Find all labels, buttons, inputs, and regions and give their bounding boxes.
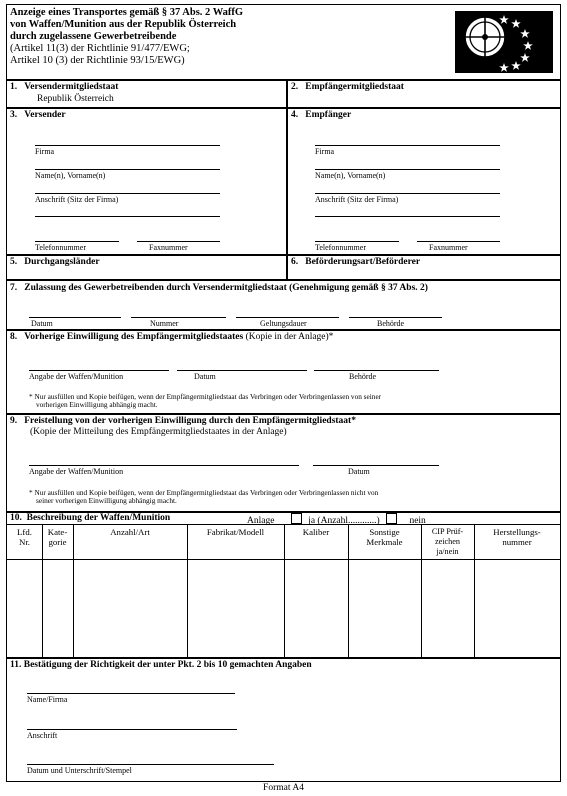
header-line: Herstellungs- (493, 527, 541, 537)
sender-address-line[interactable] (35, 193, 220, 194)
approval-validity-line[interactable] (236, 317, 339, 318)
section-4-heading (291, 110, 351, 121)
table-header-cell (7, 527, 42, 547)
section-number: 7. (10, 283, 18, 293)
approval-number-label: Nummer (150, 319, 179, 328)
consent-weapons-label: Angabe der Waffen/Munition (29, 372, 124, 381)
consent-authority-label: Behörde (349, 372, 377, 381)
sender-firma-line[interactable] (35, 145, 220, 146)
sender-phone-label: Telefonnummer (35, 243, 86, 252)
confirm-name-label: Name/Firma (27, 695, 68, 704)
section-subtitle: (Kopie der Mitteilung des Empfängermitgliedstaates in der Anlage) (30, 427, 287, 437)
section-8-heading (10, 332, 333, 343)
attachment-yes-checkbox[interactable] (291, 513, 302, 524)
sender-firma-label: Firma (35, 147, 55, 156)
recipient-phone-line[interactable] (315, 241, 399, 242)
footnote-line: * Nur ausfüllen und Kopie beifügen, wenn der Empfängermitgliedstaat das Verbringen oder Verbringenlassen nicht von (29, 488, 379, 497)
section-11-heading (10, 660, 312, 671)
approval-date-line[interactable] (29, 317, 121, 318)
header-line: Sonstige (369, 527, 400, 537)
section-divider (7, 79, 560, 81)
exemption-date-line[interactable] (313, 465, 439, 466)
consent-footnote (29, 393, 381, 410)
section-number: 9. (10, 416, 18, 426)
sender-name-line[interactable] (35, 169, 220, 170)
exemption-weapons-line[interactable] (29, 465, 299, 466)
confirm-signature-label: Datum und Unterschrift/Stempel (27, 766, 132, 775)
recipient-fax-line[interactable] (417, 241, 500, 242)
section-title: Freistellung von der vorherigen Einwilligung durch den Empfängermitgliedstaat* (24, 416, 356, 426)
section-title-suffix: (Kopie in der Anlage)* (243, 332, 334, 342)
attachment-label: Anlage (247, 516, 275, 526)
table-header-cell (421, 527, 474, 557)
section-divider (7, 254, 560, 256)
section-title: Bestätigung der Richtigkeit der unter Pkt. 2 bis 10 gemachten Angaben (23, 660, 312, 670)
sender-fax-label: Faxnummer (149, 243, 188, 252)
sender-address-line-2[interactable] (35, 216, 220, 217)
sender-fax-line[interactable] (137, 241, 220, 242)
section-number: 1. (10, 82, 18, 92)
section-title: Versender (24, 110, 66, 120)
section-3-heading (10, 110, 66, 121)
table-header-cell (42, 527, 73, 547)
section-number: 10. (10, 513, 22, 523)
header-line: gorie (48, 537, 67, 547)
subtitle-line: Artikel 10 (3) der Richtlinie 93/15/EWG) (10, 55, 185, 66)
recipient-firma-label: Firma (315, 147, 335, 156)
exemption-date-label: Datum (348, 467, 370, 476)
table-header-cell (73, 527, 187, 537)
section-6-heading (291, 257, 420, 268)
section-divider (7, 657, 560, 659)
recipient-firma-line[interactable] (315, 145, 500, 146)
section-title: Versendermitgliedstaat (24, 82, 119, 92)
section-divider (7, 107, 560, 109)
title-line: durch zugelassene Gewerbetreibende (10, 31, 177, 42)
header-line: nummer (502, 537, 532, 547)
footnote-line: seiner vorherigen Einwilligung abhängig macht. (36, 496, 177, 506)
section-5-heading (10, 257, 100, 268)
sender-phone-line[interactable] (35, 241, 119, 242)
consent-authority-line[interactable] (314, 370, 439, 371)
recipient-address-label: Anschrift (Sitz der Firma) (315, 195, 399, 204)
eu-flag-icon (455, 11, 553, 73)
header-line: Anzahl/Art (110, 527, 150, 537)
confirm-address-line[interactable] (27, 729, 237, 730)
section-title: Vorherige Einwilligung des Empfängermitgliedstaates (24, 332, 244, 342)
attachment-no-label: nein (409, 516, 426, 526)
section-10-heading (10, 513, 170, 524)
table-header-cell (187, 527, 284, 537)
header-line: Lfd. (17, 527, 32, 537)
recipient-name-label: Name(n), Vorname(n) (315, 171, 386, 180)
consent-date-label: Datum (194, 372, 216, 381)
approval-validity-label: Geltungsdauer (260, 319, 307, 328)
footnote-line: * Nur ausfüllen und Kopie beifügen, wenn der Empfängermitgliedstaat das Verbringen oder Verbringenlassen von seiner (29, 392, 382, 401)
section-title: Durchgangsländer (24, 257, 100, 267)
section-number: 3. (10, 110, 18, 120)
approval-number-line[interactable] (131, 317, 226, 318)
header-line: CIP Prüf- (431, 527, 464, 536)
form-title (10, 7, 243, 43)
sender-state-value: Republik Österreich (37, 94, 114, 104)
approval-authority-label: Behörde (377, 319, 405, 328)
section-title: Zulassung des Gewerbetreibenden durch Versendermitgliedstaat (Genehmigung gemäß § 37 Abs. 2) (24, 283, 428, 293)
section-title: Empfängermitgliedstaat (305, 82, 404, 92)
section-2-heading (291, 82, 404, 93)
section-7-heading (10, 283, 428, 294)
table-header-cell (348, 527, 421, 547)
sender-name-label: Name(n), Vorname(n) (35, 171, 106, 180)
section-number: 5. (10, 257, 18, 267)
table-body[interactable] (7, 560, 560, 657)
approval-authority-line[interactable] (349, 317, 442, 318)
section-number: 6. (291, 257, 299, 267)
section-number: 2. (291, 82, 299, 92)
section-number: 11. (10, 660, 22, 670)
approval-date-label: Datum (31, 319, 53, 328)
column-divider (286, 255, 288, 279)
footnote-line: vorherigen Einwilligung abhängig macht. (36, 400, 158, 410)
header-line: Merkmale (366, 537, 403, 547)
section-1-heading (10, 82, 118, 93)
page-format-footer: Format A4 (263, 783, 304, 793)
header-line: Fabrikat/Modell (206, 527, 265, 537)
form-subtitle (10, 43, 190, 67)
header-line: Kaliber (302, 527, 330, 537)
recipient-name-line[interactable] (315, 169, 500, 170)
section-divider (7, 329, 560, 331)
attachment-no-checkbox[interactable] (386, 513, 397, 524)
recipient-phone-label: Telefonnummer (315, 243, 366, 252)
header-line: ja/nein (436, 547, 459, 556)
confirm-address-label: Anschrift (27, 731, 58, 740)
exemption-footnote (29, 489, 378, 506)
subtitle-line: (Artikel 11(3) der Richtlinie 91/477/EWG; (10, 43, 190, 54)
consent-date-line[interactable] (177, 370, 307, 371)
exemption-weapons-label: Angabe der Waffen/Munition (29, 467, 124, 476)
sender-address-label: Anschrift (Sitz der Firma) (35, 195, 119, 204)
title-line: Anzeige eines Transportes gemäß § 37 Abs. 2 WaffG (10, 7, 244, 18)
section-title: Beförderungsart/Beförderer (305, 257, 421, 267)
section-title: Empfänger (305, 110, 352, 120)
attachment-yes-label: ja (Anzahl............) (308, 516, 380, 526)
title-line: von Waffen/Munition aus der Republik Österreich (10, 19, 237, 30)
recipient-address-line[interactable] (315, 193, 500, 194)
table-header-cell (474, 527, 560, 547)
header-line: zeichen (435, 537, 460, 546)
section-number: 4. (291, 110, 299, 120)
recipient-address-line-2[interactable] (315, 216, 500, 217)
header-line: Kate- (47, 527, 68, 537)
section-divider (7, 279, 560, 281)
header-line: Nr. (19, 537, 30, 547)
confirm-signature-line[interactable] (27, 764, 274, 765)
confirm-name-line[interactable] (27, 693, 235, 694)
section-divider (7, 413, 560, 415)
table-header-cell (284, 527, 348, 537)
section-number: 8. (10, 332, 18, 342)
recipient-fax-label: Faxnummer (429, 243, 468, 252)
consent-weapons-line[interactable] (29, 370, 169, 371)
section-9-heading (10, 416, 356, 438)
form-page (6, 4, 561, 782)
section-title: Beschreibung der Waffen/Munition (26, 513, 171, 523)
